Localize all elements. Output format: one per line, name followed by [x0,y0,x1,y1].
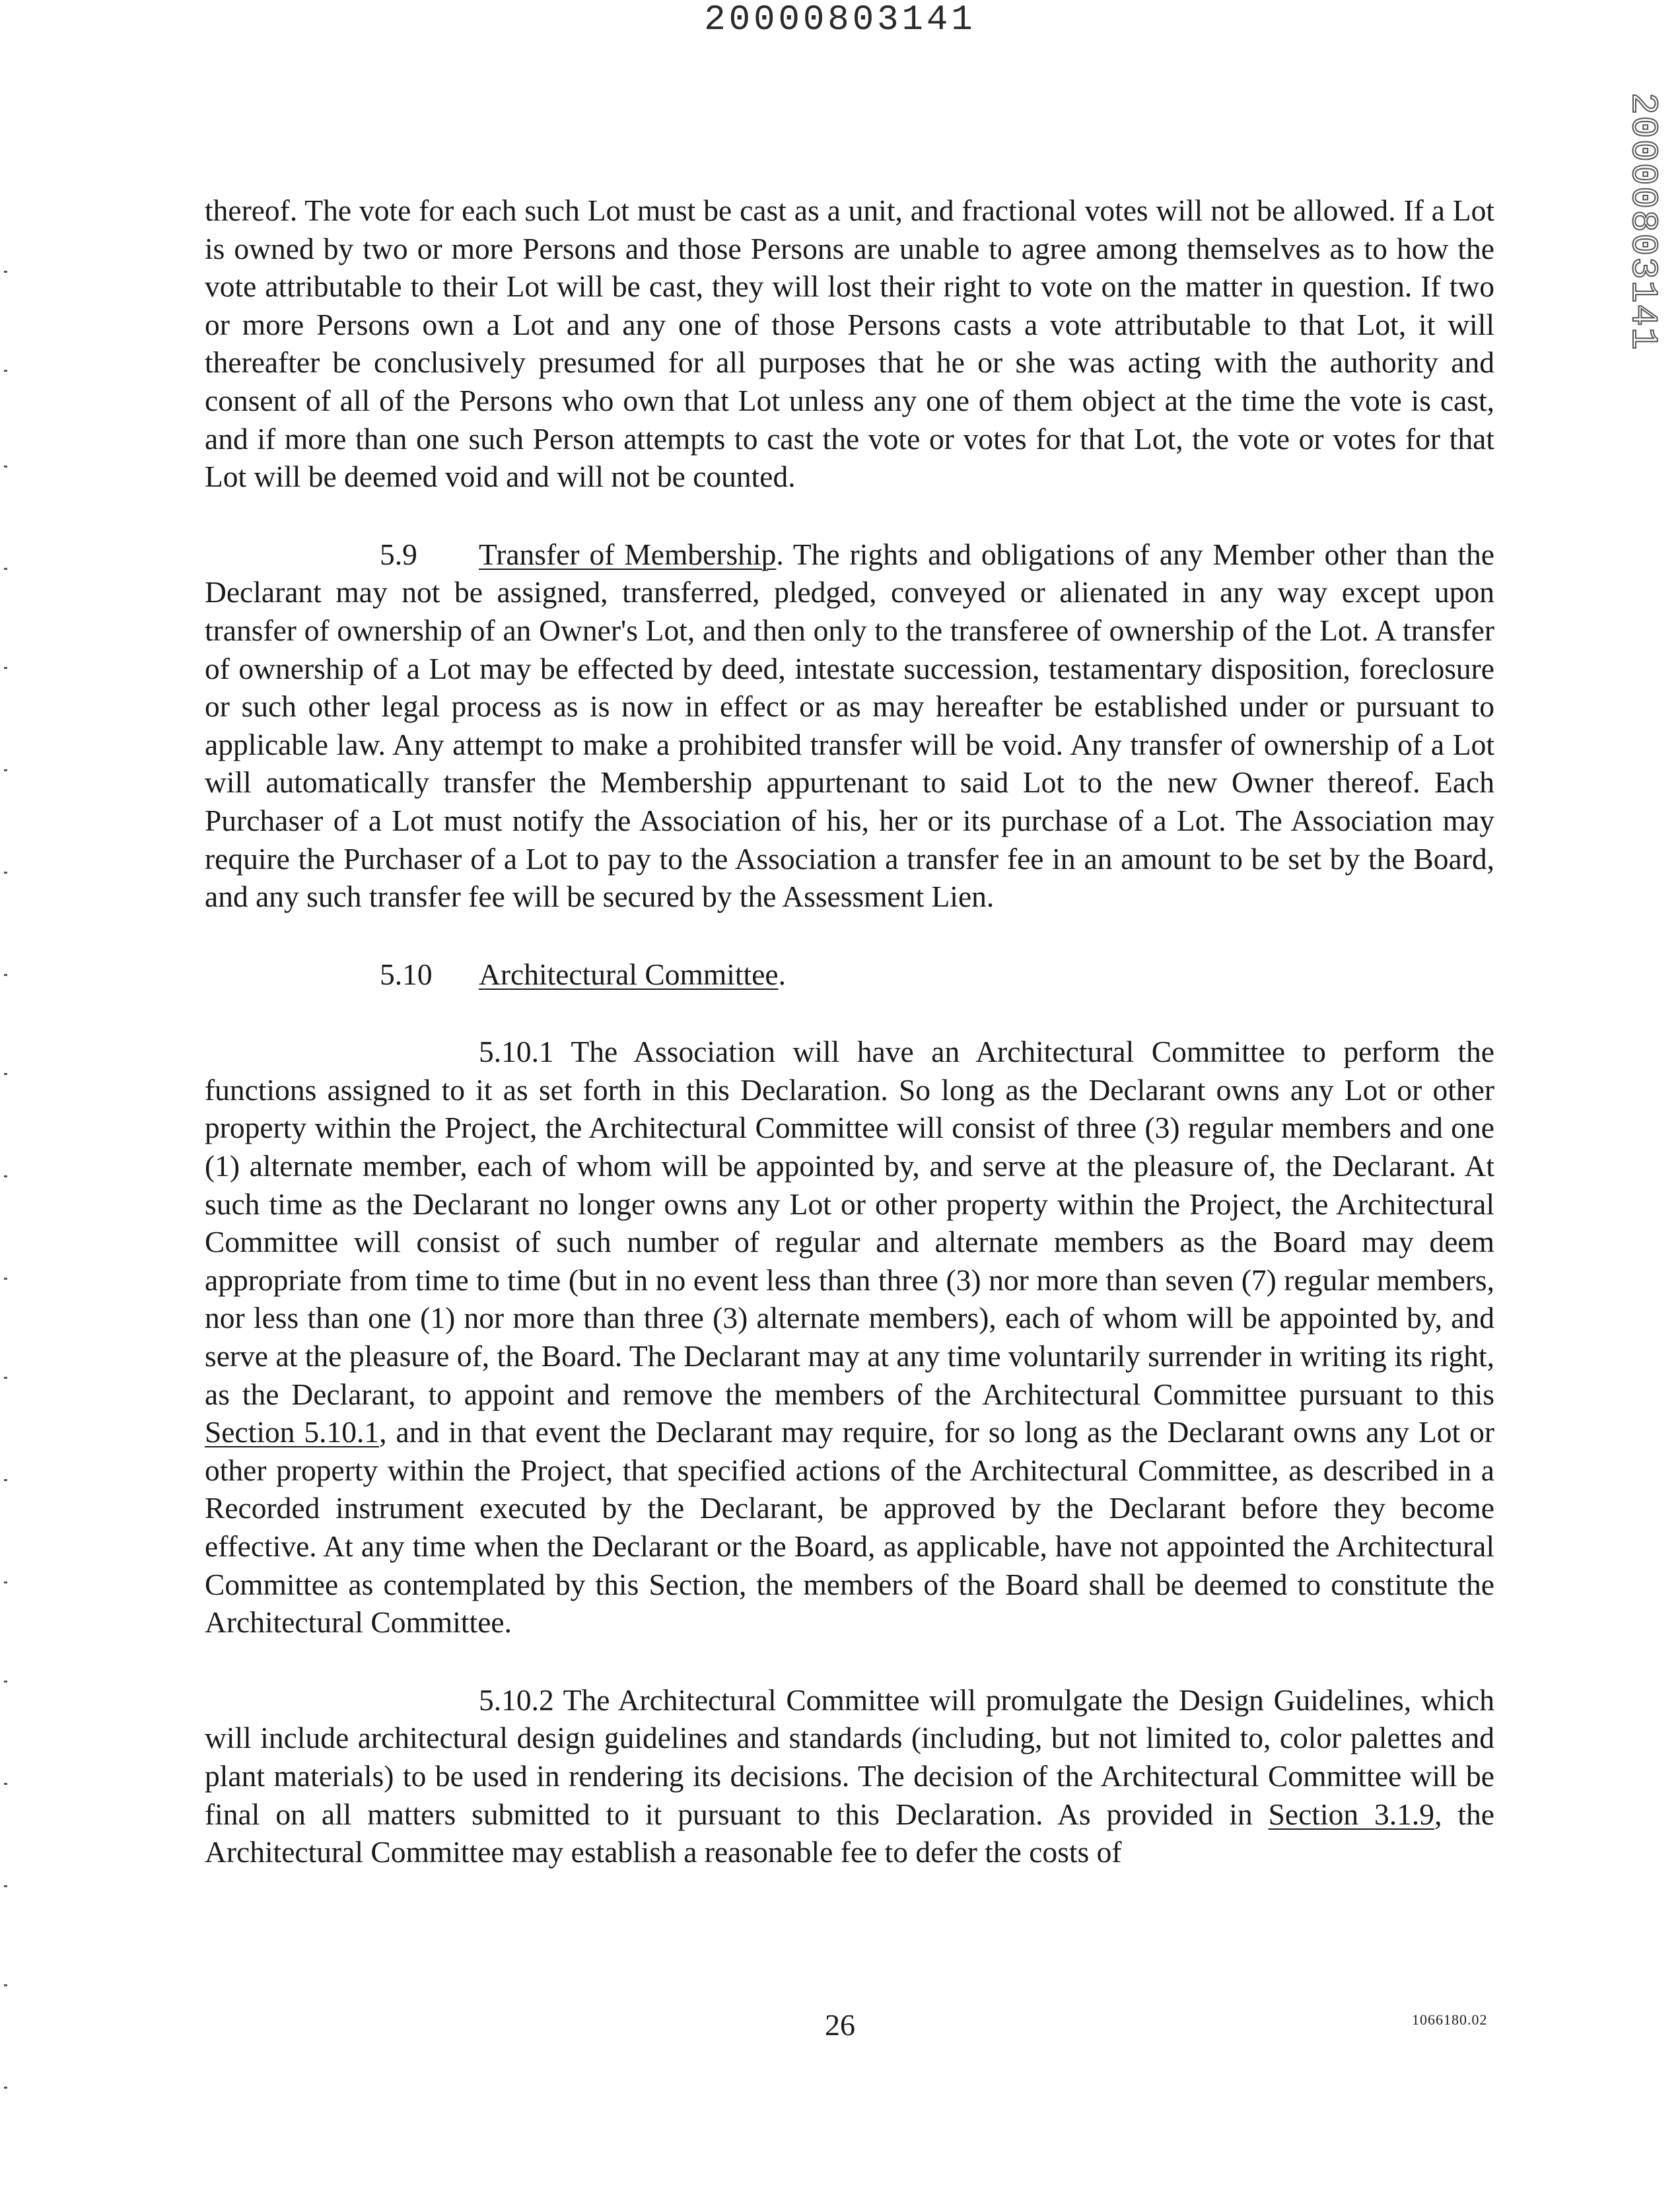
section-5-10-1-text-a: 5.10.1 The Association will have an Architectural Committee to perform the functions assigned to it as set forth in this Declaration. So long as the Declarant owns any Lot or other property within the Project, the Architectural Committee will consist of three (3) regular members and one (1) alternate member, each of whom will be appointed by, and serve at the pleasure of, the Declarant. At such time as the Declarant no longer owns any Lot or other property within the Project, the Architectural Committee will consist of such number of regular and alternate members as the Board may deem appropriate from time to time (but in no event less than three (3) nor more than seven (7) regular members, nor less than one (1) nor more than three (3) alternate members), each of whom will be appointed by, and serve at the pleasure of, the Board. The Declarant may at any time voluntarily surrender in writing its right, as the Declarant, to appoint and remove the members of the Architectural Committee pursuant to this [205,1035,1494,1411]
section-5-9-title: Transfer of Membership [479,537,777,571]
section-5-10-2-text-a: 5.10.2 The Architectural Committee will promulgate the Design Guidelines, which will include architectural design guidelines and standards (including, but not limited to, color palettes and plant materials) to be used in rendering its decisions. The decision of the Architectural Committee will be final on all matters submitted to it pursuant to this Declaration. As provided in [205,1683,1494,1831]
margin-tick [4,1984,7,1986]
section-5-10-1 [205,1033,1494,1642]
margin-tick [4,1073,7,1075]
section-5-9 [205,536,1494,916]
section-5-10-2 [205,1681,1494,1871]
side-stamp: 20000803141 [1622,92,1664,351]
margin-tick [4,1175,7,1177]
margin-tick [4,370,7,372]
section-5-10-period: . [778,957,786,991]
margin-tick [4,974,7,976]
margin-tick [4,1681,7,1683]
margin-tick [4,1581,7,1583]
section-3-1-9-reference: Section 3.1.9 [1268,1797,1435,1831]
margin-tick [4,1783,7,1785]
margin-tick [4,769,7,771]
section-5-10 [205,955,1494,994]
margin-tick [4,872,7,874]
section-5-10-2-text-b: , the Architectural Committee may establish a reasonable fee to defer the costs of [205,1797,1494,1869]
margin-tick [4,1278,7,1280]
margin-tick [4,1377,7,1379]
section-5-9-text: . The rights and obligations of any Member other than the Declarant may not be assigned, transferred, pledged, conveyed or alienated in any way except upon transfer of ownership of an Owner's Lot, and then only to the transferee of ownership of the Lot. A transfer of ownership of a Lot may be effected by deed, intestate succession, testamentary disposition, foreclosure or such other legal process as is now in effect or as may hereafter be established under or pursuant to applicable law. Any attempt to make a prohibited transfer will be void. Any transfer of ownership of a Lot will automatically transfer the Membership appurtenant to said Lot to the new Owner thereof. Each Purchaser of a Lot must notify the Association of his, her or its purchase of a Lot. The Association may require the Purchaser of a Lot to pay to the Association a transfer fee in an amount to be set by the Board, and any such transfer fee will be secured by the Assessment Lien. [205,537,1494,914]
page-number: 26 [825,2008,855,2042]
section-5-9-number: 5.9 [380,537,417,571]
document-code: 1066180.02 [1412,2011,1488,2028]
document-body [205,191,1494,1871]
paragraph-voting: thereof. The vote for each such Lot must be cast as a unit, and fractional votes will not be allowed. If a Lot is owned by two or more Persons and those Persons are unable to agree among themselves as to how the vote attributable to their Lot will be cast, they will lost their right to vote on the matter in question. If two or more Persons own a Lot and any one of those Persons casts a vote attributable to that Lot, it will thereafter be conclusively presumed for all purposes that he or she was acting with the authority and consent of all of the Persons who own that Lot unless any one of them object at the time the vote is cast, and if more than one such Person attempts to cast the vote or votes for that Lot, the vote or votes for that Lot will be deemed void and will not be counted. [205,193,1494,494]
section-5-10-number: 5.10 [380,957,433,991]
margin-tick [4,568,7,570]
margin-tick [4,2087,7,2089]
margin-tick [4,271,7,273]
margin-tick [4,1885,7,1887]
section-5-10-1-reference: Section 5.10.1 [205,1415,380,1449]
margin-tick [4,1479,7,1481]
margin-tick [4,466,7,468]
margin-tick [4,667,7,669]
section-5-10-1-text-b: , and in that event the Declarant may require, for so long as the Declarant owns any Lot or other property within the Project, that specified actions of the Architectural Committee, as described in a Recorded instrument executed by the Declarant, be approved by the Declarant before they become effective. At any time when the Declarant or the Board, as applicable, have not appointed the Architectural Committee as contemplated by this Section, the members of the Board shall be deemed to constitute the Architectural Committee. [205,1415,1494,1640]
section-5-10-title: Architectural Committee [479,957,779,991]
document-number: 20000803141 [704,0,976,40]
